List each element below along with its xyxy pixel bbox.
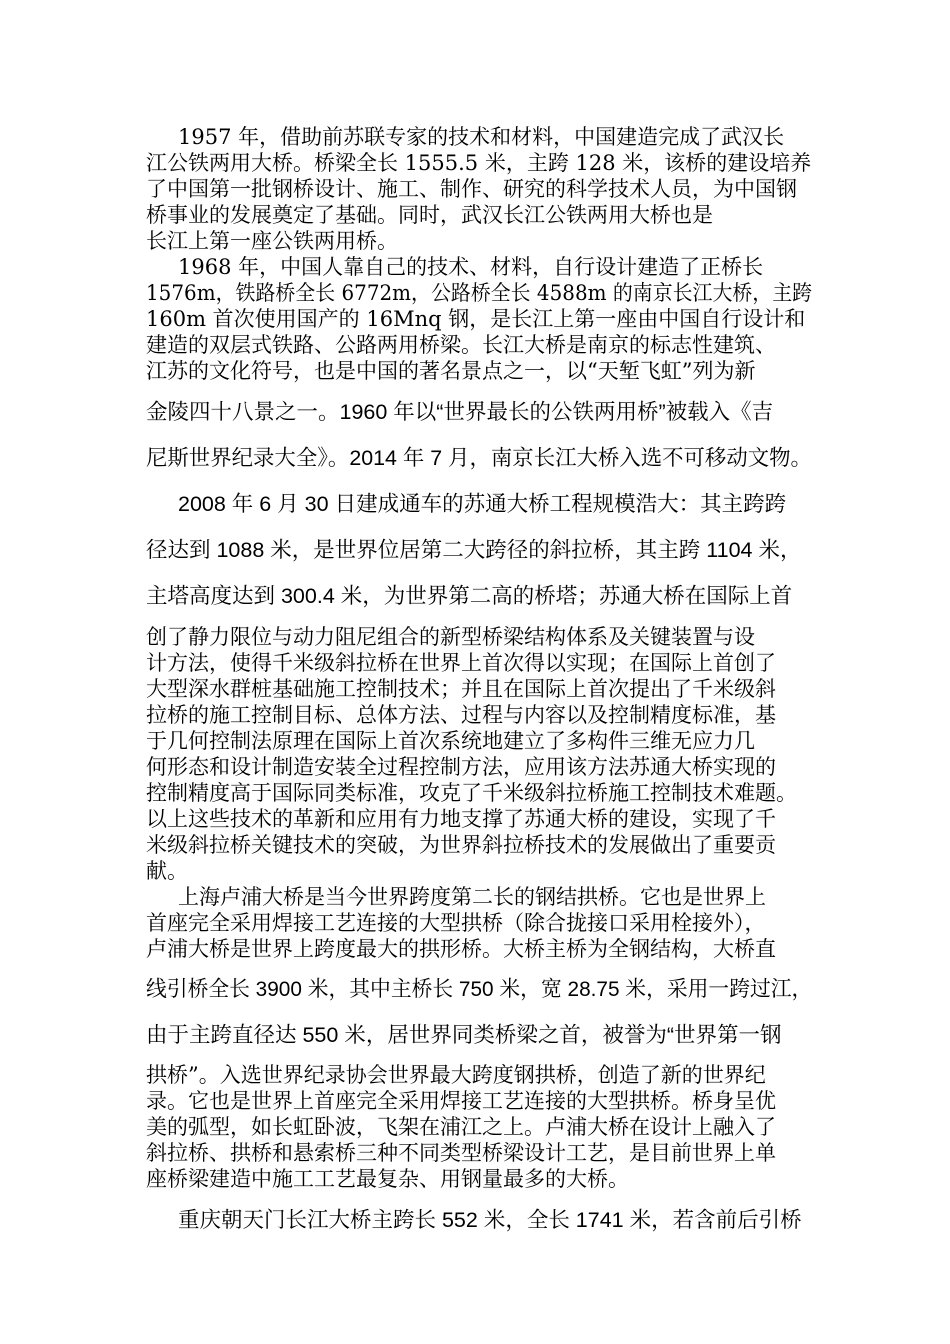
text-line: 大型深水群桩基础施工控制技术；并且在国际上首次提出了千米级斜 [146,677,776,701]
text-line: 座桥梁建造中施工工艺最复杂、用钢量最多的大桥。 [146,1167,629,1191]
text-line: 江苏的文化符号，也是中国的著名景点之一，以“天堑飞虹”列为新 [146,359,756,383]
text-line: 以上这些技术的革新和应用有力地支撑了苏通大桥的建设，实现了千 [146,807,776,831]
text-line: 由于主跨直径达 550 米，居世界同类桥梁之首，被誉为“世界第一钢 [146,1023,782,1047]
text-line: 建造的双层式铁路、公路两用桥梁。长江大桥是南京的标志性建筑、 [146,333,776,357]
text-line: 1968 年，中国人靠自己的技术、材料，自行设计建造了正桥长 [178,255,764,279]
text-line: 江公铁两用大桥。桥梁全长 1555.5 米，主跨 128 米，该桥的建设培养 [146,151,812,175]
text-line: 首座完全采用焊接工艺连接的大型拱桥（除合拢接口采用栓接外）， [146,911,766,935]
text-line: 主塔高度达到 300.4 米，为世界第二高的桥塔；苏通大桥在国际上首 [146,584,793,608]
text-line: 重庆朝天门长江大桥主跨长 552 米，全长 1741 米，若含前后引桥 [178,1208,802,1232]
text-line: 斜拉桥、拱桥和悬索桥三种不同类型桥梁设计工艺，是目前世界上单 [146,1141,776,1165]
text-line: 2008 年 6 月 30 日建成通车的苏通大桥工程规模浩大：其主跨跨 [178,492,787,516]
text-line: 拉桥的施工控制目标、总体方法、过程与内容以及控制精度标准，基 [146,703,776,727]
text-line: 尼斯世界纪录大全》。2014 年 7 月，南京长江大桥入选不可移动文物。 [146,446,812,470]
text-line: 录。它也是世界上首座完全采用焊接工艺连接的大型拱桥。桥身呈优 [146,1089,776,1113]
text-line: 了中国第一批钢桥设计、施工、制作、研究的科学技术人员，为中国钢 [146,177,797,201]
text-line: 于几何控制法原理在国际上首次系统地建立了多构件三维无应力几 [146,729,755,753]
text-line: 160m 首次使用国产的 16Mnq 钢，是长江上第一座由中国自行设计和 [146,307,806,331]
text-line: 控制精度高于国际同类标准，攻克了千米级斜拉桥施工控制技术难题。 [146,781,797,805]
text-line: 线引桥全长 3900 米，其中主桥长 750 米，宽 28.75 米，采用一跨过江， [146,977,813,1001]
text-line: 1957 年，借助前苏联专家的技术和材料，中国建造完成了武汉长 [178,125,785,149]
text-line: 计方法，使得千米级斜拉桥在世界上首次得以实现；在国际上首创了 [146,651,776,675]
text-line: 径达到 1088 米，是世界位居第二大跨径的斜拉桥，其主跨 1104 米， [146,538,802,562]
text-line: 桥事业的发展奠定了基础。同时，武汉长江公铁两用大桥也是 [146,203,713,227]
text-line: 长江上第一座公铁两用桥。 [146,229,398,253]
text-line: 金陵四十八景之一。1960 年以“世界最长的公铁两用桥”被载入《吉 [146,400,774,424]
text-line: 米级斜拉桥关键技术的突破，为世界斜拉桥技术的发展做出了重要贡 [146,833,776,857]
text-line: 献。 [146,859,188,883]
text-line: 创了静力限位与动力阻尼组合的新型桥梁结构体系及关键装置与设 [146,625,755,649]
text-line: 1576m，铁路桥全长 6772m，公路桥全长 4588m 的南京长江大桥，主跨 [146,281,813,305]
text-line: 美的弧型，如长虹卧波，飞架在浦江之上。卢浦大桥在设计上融入了 [146,1115,776,1139]
text-line: 何形态和设计制造安装全过程控制方法，应用该方法苏通大桥实现的 [146,755,776,779]
text-line: 拱桥”。入选世界纪录协会世界最大跨度钢拱桥，创造了新的世界纪 [146,1063,766,1087]
text-line: 上海卢浦大桥是当今世界跨度第二长的钢结拱桥。它也是世界上 [178,885,766,909]
text-line: 卢浦大桥是世界上跨度最大的拱形桥。大桥主桥为全钢结构，大桥直 [146,937,776,961]
